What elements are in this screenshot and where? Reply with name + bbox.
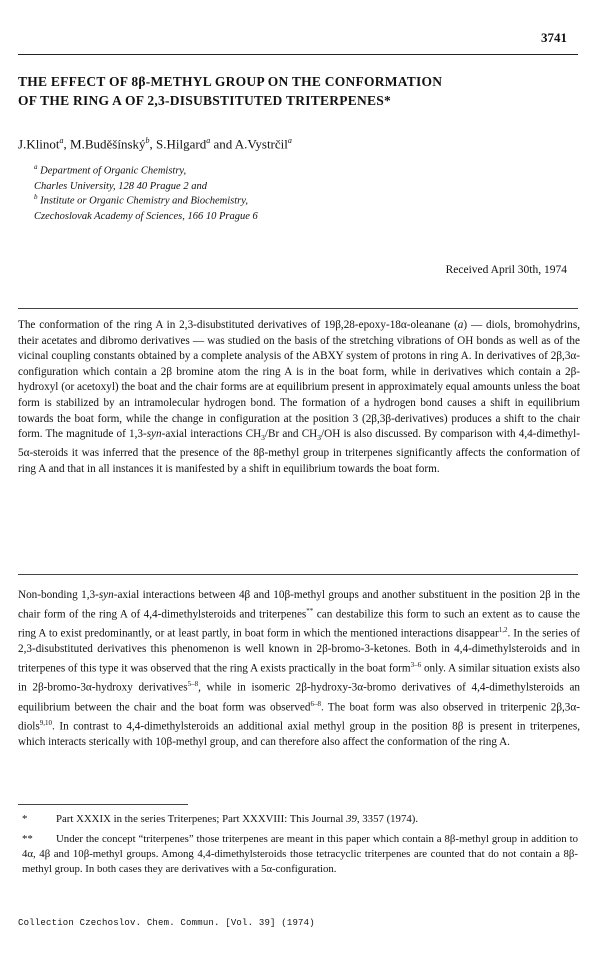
journal-footer: Collection Czechoslov. Chem. Commun. [Vol. 39] (1974)	[18, 918, 315, 928]
citation-ref: 1,2	[498, 625, 508, 634]
abstract-text-1: The conformation of the ring A in 2,3-disubstituted derivatives of 19β,28-epoxy-18α-oleanane (	[18, 319, 458, 331]
footnote-1-volume: 39	[346, 813, 357, 825]
footnote-rule	[18, 804, 188, 805]
title-line-1: THE EFFECT OF 8β-METHYL GROUP ON THE CONFORMATION	[18, 74, 443, 89]
page-number: 3741	[541, 30, 567, 45]
abstract	[18, 318, 580, 477]
body-text-8: . In contrast to 4,4-dimethylsteroids an additional axial methyl group in the position 8β is present in triterpenes, which interacts sterically with 10β-methyl group, and can therefore also affect the conformation of the ring A.	[18, 720, 580, 749]
body-syn: syn	[98, 589, 114, 601]
author-name: M.Buděšínský	[70, 136, 146, 152]
body-text-1: Non-bonding 1,3-	[18, 589, 99, 601]
author-name: J.Klinot	[18, 136, 60, 152]
affiliation-a	[34, 160, 207, 194]
citation-ref: 9,10	[39, 718, 53, 727]
affiliation-a-line-2: Charles University, 128 40 Prague 2 and	[34, 180, 207, 192]
affiliation-marker-a: a	[34, 163, 38, 171]
footnote-2	[22, 832, 578, 877]
abstract-sub-2: 3	[317, 433, 321, 443]
abstract-text-4: /Br and CH	[264, 428, 318, 441]
received-date: Received April 30th, 1974	[445, 264, 567, 276]
citation-ref: 3–6	[410, 660, 422, 669]
body-text-5: only. A similar situation exists also in 2β-bromo-3α-hydroxy derivatives	[18, 662, 580, 694]
author-affiliation-marker: a	[206, 136, 211, 145]
footnote-1-text-b: , 3357 (1974).	[356, 813, 419, 825]
abstract-rule-top	[18, 308, 578, 309]
abstract-sub-1: 3	[261, 433, 265, 443]
author-list	[18, 136, 292, 152]
author-affiliation-marker: a	[59, 136, 64, 145]
footnote-1-marker: *	[22, 813, 28, 825]
footnote-2-text: Under the concept “triterpenes” those triterpenes are meant in this paper which contain a 8β-methyl group in addition to 4α, 4β and 10β-methyl groups. Among 4,4-dimethylsteroids those tetracyclic triterpenes are counted that do not contain a 8β-methyl group. In both cases they are derivatives with a 5α-configuration.	[22, 833, 578, 875]
author-name: S.Hilgard	[156, 136, 207, 152]
body-paragraph	[18, 588, 580, 751]
footnote-1	[22, 812, 578, 827]
author-separator: and	[210, 136, 235, 152]
affiliation-b	[34, 190, 258, 224]
body-text-7: . The boat form was also observed in triterpenic 2β,3α-diols	[18, 701, 580, 733]
affiliation-b-line-2: Czechoslovak Academy of Sciences, 166 10 Prague 6	[34, 210, 258, 222]
footnote-ref: **	[306, 606, 314, 615]
author-separator: ,	[63, 136, 71, 152]
author-affiliation-marker: a	[287, 136, 292, 145]
abstract-rule-bottom	[18, 574, 578, 575]
header-rule	[18, 54, 578, 55]
abstract-text-3: -axial interactions CH	[161, 428, 262, 441]
compound-label: a	[457, 319, 464, 331]
paper-title	[18, 72, 578, 110]
citation-ref: 6–8	[310, 699, 321, 708]
abstract-syn: syn	[146, 428, 162, 441]
citation-ref: 5–8	[187, 680, 199, 689]
abstract-text-5: /OH is also discussed. By comparison with 4,4-dimethyl-5α-steroids it was inferred that the presence of the 8β-methyl group in triterpenes significantly affects the conformation of ring A and that in all instances it is manifested by a shift in equilibrium towards the boat form.	[18, 428, 580, 475]
body-text-2: -axial interactions between 4β and 10β-methyl groups and another substituent in the position 2β in the chair form of the ring A of 4,4-dimethylsteroids and triterpenes	[18, 589, 580, 621]
footnote-1-text-a: Part XXXIX in the series Triterpenes; Part XXXVIII: This Journal	[56, 813, 347, 825]
abstract-text-2: ) — diols, bromohydrins, their acetates and dibromo derivatives — was studied on the basis of the stretching vibrations of OH bonds as well as of the vicinal coupling constants obtained by a complete analysis of the ABXY system of protons in ring A. In derivatives of 2β,3α-configuration which contain a 2β bromine atom the ring A is in the boat form, while in derivatives which contain a 2β-hydroxyl (or acetoxyl) the boat and the chair forms are at equilibrium present in approximately equal amounts unless the boat form is stabilized by an intramolecular hydrogen bond. The formation of a hydrogen bond causes a shift in equilibrium towards the boat form, while the change in configuration at the position 3 (2β,3β-derivatives) produces a shift to the chair form. The magnitude of 1,3-	[18, 319, 581, 441]
author-affiliation-marker: b	[145, 136, 150, 145]
title-line-2: OF THE RING A OF 2,3-DISUBSTITUTED TRITERPENES*	[18, 93, 391, 108]
affiliation-marker-b: b	[34, 193, 38, 201]
body-text-6: , while in isomeric 2β-hydroxy-3α-bromo derivatives of 4,4-dimethylsteroids an equilibrium between the chair and the boat form was observed	[18, 681, 580, 714]
footnote-2-marker: **	[22, 833, 33, 845]
affiliation-b-line-1: Institute or Organic Chemistry and Biochemistry,	[40, 195, 248, 207]
author-name: A.Vystrčil	[234, 136, 288, 152]
author-separator: ,	[149, 136, 157, 152]
affiliation-a-line-1: Department of Organic Chemistry,	[40, 165, 187, 177]
body-text-3: can destabilize this form to such an extent as to cause the ring A to exist predominantly, or at least partly, in boat form in which the mentioned interactions disappear	[18, 608, 580, 640]
body-text-4: . In the series of 2,3-disubstituted derivatives this phenomenon is well known in 2β-bromo-3-ketones. Both in 4,4-dimethylsteroids and in triterpenes of this type it was observed that the ring A exists practically in the boat form	[18, 627, 580, 675]
